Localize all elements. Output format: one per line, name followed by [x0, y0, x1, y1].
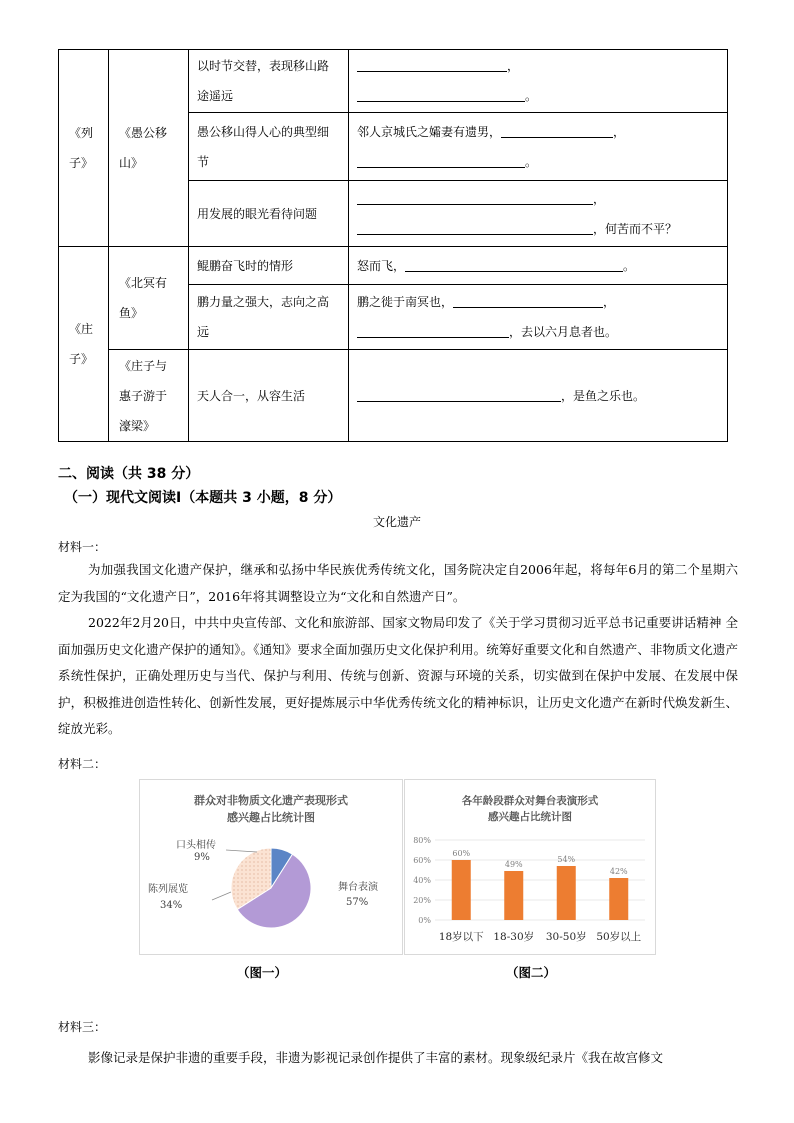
- fill-blank[interactable]: [357, 151, 525, 168]
- pie-leader-line: [226, 850, 257, 852]
- bar-value-label: 49%: [504, 860, 523, 869]
- paragraph: 为加强我国文化遗产保护，继承和弘扬中华民族优秀传统文化，国务院决定自2006年起，将每年6月的第二个星期六定为我国的“文化遗产日”，2016年将其调整设立为“文化和自然遗产日”。: [58, 562, 738, 604]
- bar-title-line1: 各年龄段群众对舞台表演形式: [461, 795, 599, 807]
- fill-blank[interactable]: [405, 255, 623, 272]
- pie-chart: [140, 780, 402, 954]
- pie-label-oral: 口头相传: [176, 840, 216, 851]
- x-category-label: 50岁以上: [596, 931, 642, 943]
- material-label: 材料三：: [58, 1020, 107, 1034]
- topic-cell: 愚公移山得人心的典型细节: [189, 113, 349, 181]
- pie-leader-line: [212, 892, 231, 900]
- y-tick-label: 40%: [413, 876, 431, 885]
- answer-cell: ， 。: [349, 50, 728, 113]
- pie-title-line2: 感兴趣占比统计图: [227, 811, 315, 824]
- bar-value-label: 54%: [557, 855, 576, 864]
- y-tick-label: 20%: [413, 896, 431, 905]
- figure-caption-2: （图二）: [506, 965, 557, 980]
- fill-blank[interactable]: [453, 291, 603, 308]
- book-zhuangzi: 《庄子》: [59, 247, 109, 442]
- bar-chart: [405, 780, 655, 954]
- x-category-label: 30-50岁: [545, 931, 587, 943]
- answer-cell: 邻人京城氏之孀妻有遗男， ， 。: [349, 113, 728, 181]
- topic-cell: 天人合一，从容生活: [189, 350, 349, 442]
- chapter-yugong: 《愚公移山》: [109, 50, 189, 247]
- fill-blank[interactable]: [357, 218, 593, 235]
- bar-value-label: 60%: [452, 849, 471, 858]
- pie-value-stage: 57%: [346, 897, 369, 908]
- section-heading: 二、阅读（共 38 分）: [58, 466, 200, 482]
- bar-value-label: 42%: [609, 867, 628, 876]
- pie-value-exhibit: 34%: [160, 900, 183, 911]
- pie-label-stage: 舞台表演: [338, 882, 378, 893]
- pie-label-exhibit: 陈列展览: [148, 884, 188, 895]
- pie-chart-panel: [139, 779, 403, 955]
- paragraph: 2022年2月20日，中共中央宣传部、文化和旅游部、国家文物局印发了《关于学习贯彻习近平总书记重要讲话精神 全面加强历史文化遗产保护的通知》。《通知》要求全面加强历史文化保护利用。统筹好重要文化和自然遗产、非物质文化遗产系统性保护，正确处理历史与当代、保护与利用、传统与创新、资源与环境的关系，切实做到在保护中发展、在发展中保护，积极推进创造性转化、创新性发展，更好提炼展示中华优秀传统文化的精神标识，让历史文化遗产在新时代焕发新生、绽放光彩。: [58, 615, 738, 736]
- y-tick-label: 60%: [413, 856, 431, 865]
- fill-blank[interactable]: [357, 85, 525, 102]
- bar-1: [452, 860, 471, 920]
- book-liezi: 《列子》: [59, 50, 109, 247]
- fill-blank[interactable]: [357, 321, 509, 338]
- topic-cell: 鲲鹏奋飞时的情形: [189, 247, 349, 285]
- bar-title-line2: 感兴趣占比统计图: [488, 811, 572, 823]
- fill-blank[interactable]: [357, 55, 507, 72]
- bar-2: [504, 871, 523, 920]
- material-label: 材料二：: [58, 757, 107, 771]
- y-tick-label: 80%: [413, 836, 431, 845]
- fill-blank[interactable]: [501, 121, 613, 138]
- answer-cell: ，是鱼之乐也。: [349, 350, 728, 442]
- passage-title: 文化遗产: [372, 515, 421, 529]
- bar-chart-panel: [404, 779, 656, 955]
- bar-3: [557, 866, 576, 920]
- chapter-huizi: 《庄子与惠子游于濠梁》: [109, 350, 189, 442]
- topic-cell: 鹏力量之强大，志向之高远: [189, 285, 349, 350]
- topic-cell: 以时节交替，表现移山路途遥远: [189, 50, 349, 113]
- answer-cell: 鹏之徙于南冥也， ， ，去以六月息者也。: [349, 285, 728, 350]
- answer-cell: ， ，何苦而不平？: [349, 181, 728, 247]
- pie-value-oral: 9%: [194, 852, 210, 863]
- fill-blank[interactable]: [357, 188, 593, 205]
- x-category-label: 18岁以下: [438, 931, 484, 943]
- pie-title-line1: 群众对非物质文化遗产表现形式: [194, 794, 348, 807]
- topic-cell: 用发展的眼光看待问题: [189, 181, 349, 247]
- classical-text-table: [58, 49, 728, 442]
- x-category-label: 18-30岁: [493, 931, 535, 943]
- bar-4: [609, 878, 628, 920]
- paragraph: 影像记录是保护非遗的重要手段，非遗为影视记录创作提供了丰富的素材。现象级纪录片《我在故宫修文: [88, 1050, 664, 1065]
- fill-blank[interactable]: [357, 385, 561, 402]
- y-tick-label: 0%: [418, 916, 431, 925]
- figure-caption-1: （图一）: [237, 965, 288, 980]
- chapter-beiming: 《北冥有鱼》: [109, 247, 189, 350]
- section-subheading: （一）现代文阅读Ⅰ（本题共 3 小题，8 分）: [64, 490, 342, 506]
- material-label: 材料一：: [58, 540, 107, 554]
- answer-cell: 怒而飞， 。: [349, 247, 728, 285]
